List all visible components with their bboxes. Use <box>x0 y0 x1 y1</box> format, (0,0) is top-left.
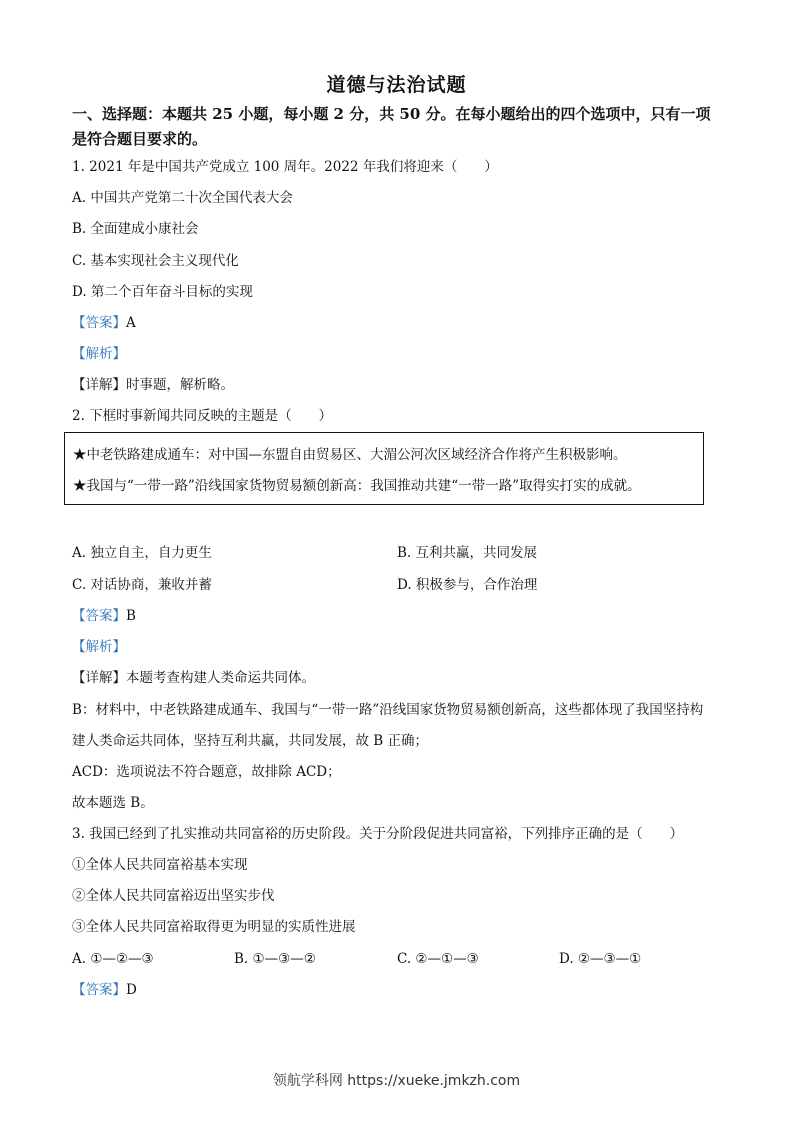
section-heading: 一、选择题：本题共 25 小题，每小题 2 分，共 50 分。在每小题给出的四个选项中，只有一项是符合题目要求的。 <box>72 105 711 148</box>
news-box <box>64 432 704 505</box>
q2-explain-line: 故本题选 B。 <box>72 795 154 811</box>
q2-option-b: B. 互利共赢，共同发展 <box>397 545 538 561</box>
q1-detail: 【详解】时事题，解析略。 <box>72 377 234 393</box>
answer-value: D <box>126 982 137 998</box>
q2-detail: 【详解】本题考查构建人类命运共同体。 <box>72 670 315 686</box>
q3-answer <box>72 980 137 1000</box>
q2-explain-line: 建人类命运共同体，坚持互利共赢，共同发展，故 B 正确； <box>72 733 429 749</box>
q3-option-a: A. ①—②—③ <box>72 951 154 967</box>
q2-answer <box>72 606 136 626</box>
q3-option-c: C. ②—①—③ <box>397 951 479 967</box>
q1-stem: 1. 2021 年是中国共产党成立 100 周年。2022 年我们将迎来（ ） <box>72 159 498 175</box>
answer-tag: 【答案】 <box>72 982 126 998</box>
q3-item: ③全体人民共同富裕取得更为明显的实质性进展 <box>72 919 356 935</box>
q3-item: ②全体人民共同富裕迈出坚实步伐 <box>72 888 275 904</box>
q1-answer <box>72 313 136 333</box>
q3-option-d: D. ②—③—① <box>559 951 642 967</box>
q2-explain-line: B：材料中，中老铁路建成通车、我国与“一带一路”沿线国家货物贸易额创新高，这些都体现了我国坚持构 <box>72 702 704 718</box>
q1-option-c: C. 基本实现社会主义现代化 <box>72 253 239 269</box>
answer-value: B <box>126 608 136 624</box>
q2-option-d: D. 积极参与，合作治理 <box>397 577 538 593</box>
q3-item: ①全体人民共同富裕基本实现 <box>72 857 248 873</box>
q1-option-a: A. 中国共产党第二十次全国代表大会 <box>72 190 293 206</box>
q2-option-a: A. 独立自主，自力更生 <box>72 545 212 561</box>
q2-analysis-tag: 【解析】 <box>72 639 126 655</box>
q1-analysis-tag: 【解析】 <box>72 346 126 362</box>
q2-option-c: C. 对话协商，兼收并蓄 <box>72 577 212 593</box>
news-item: ★我国与“一带一路”沿线国家货物贸易额创新高：我国推动共建“一带一路”取得实打实的成就。 <box>73 478 641 494</box>
q2-stem: 2. 下框时事新闻共同反映的主题是（ ） <box>72 408 333 424</box>
footer-watermark: 领航学科网 https://xueke.jmkzh.com <box>272 1073 521 1089</box>
answer-tag: 【答案】 <box>72 315 126 331</box>
q3-option-b: B. ①—③—② <box>234 951 316 967</box>
news-item: ★中老铁路建成通车：对中国—东盟自由贸易区、大湄公河次区域经济合作将产生积极影响。 <box>73 447 627 463</box>
q1-option-d: D. 第二个百年奋斗目标的实现 <box>72 284 253 300</box>
q1-option-b: B. 全面建成小康社会 <box>72 221 199 237</box>
q3-stem: 3. 我国已经到了扎实推动共同富裕的历史阶段。关于分阶段促进共同富裕，下列排序正确的是（ ） <box>72 826 684 842</box>
answer-tag: 【答案】 <box>72 608 126 624</box>
answer-value: A <box>126 315 136 331</box>
q2-explain-line: ACD：选项说法不符合题意，故排除 ACD； <box>72 764 341 780</box>
page-title: 道德与法治试题 <box>326 74 467 96</box>
